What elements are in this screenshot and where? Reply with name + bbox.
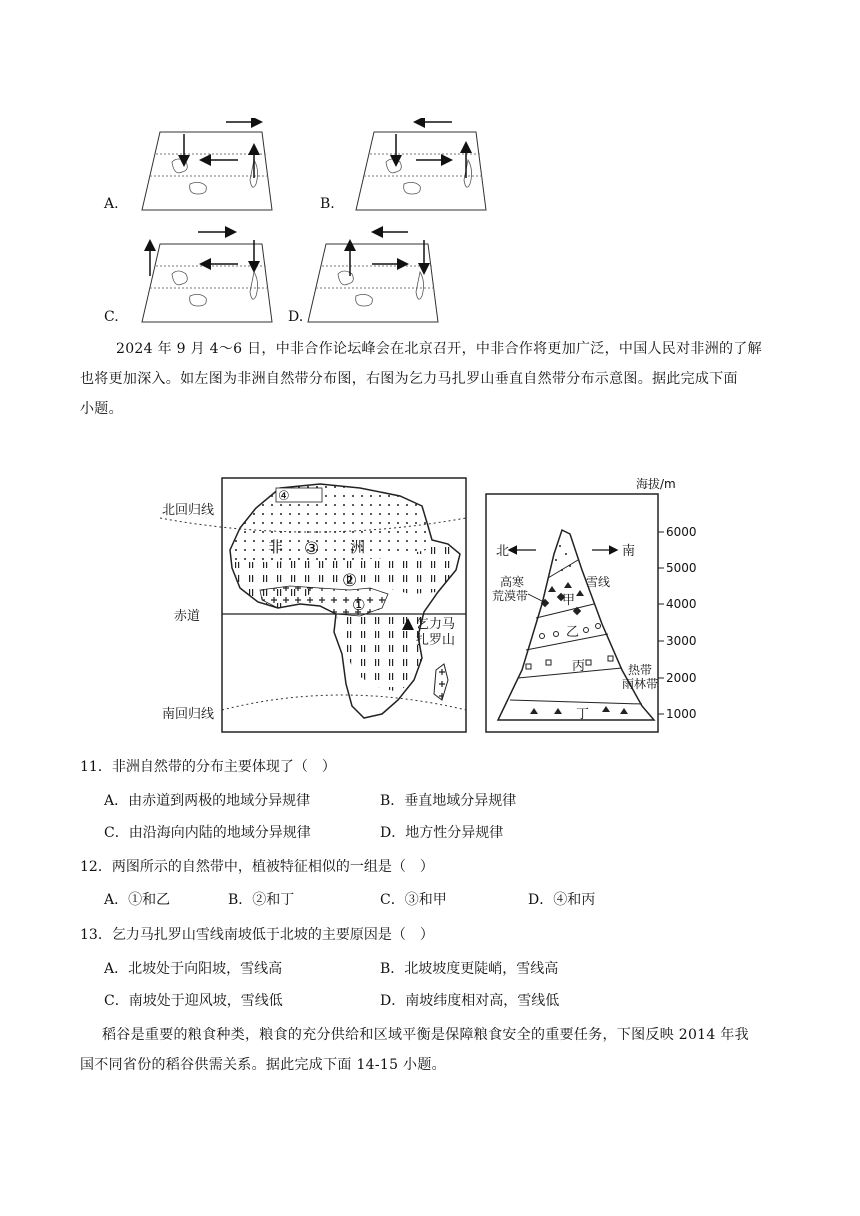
intro-1-line-3: 小题。: [80, 401, 123, 417]
map-a: [142, 122, 272, 210]
equator-label: 赤道: [174, 609, 201, 624]
north-label: 北: [496, 544, 510, 559]
tropic-south-label: 南回归线: [162, 707, 215, 722]
south-label: 南: [622, 544, 636, 559]
africa-zone-map: [160, 474, 470, 736]
question-13-option-a[interactable]: A．北坡处于向阳坡，雪线高: [104, 961, 283, 977]
kilimanjaro-label-1: 乞力马: [416, 617, 456, 632]
zone-ding-label: 丁: [576, 707, 590, 722]
question-13-option-b[interactable]: B．北坡坡度更陡峭，雪线高: [380, 961, 559, 977]
map-d: [308, 232, 438, 322]
option-d-label: D.: [288, 309, 304, 325]
tick-4000: 4000: [666, 597, 697, 611]
question-11-option-a[interactable]: A．由赤道到两极的地域分异规律: [104, 793, 311, 809]
question-11-option-c[interactable]: C．由沿海向内陆的地域分异规律: [104, 825, 311, 841]
option-b-label: B.: [320, 196, 335, 212]
question-13-stem: 13．乞力马扎罗山雪线南坡低于北坡的主要原因是（ ）: [80, 927, 434, 943]
question-11-option-b[interactable]: B．垂直地域分异规律: [380, 793, 517, 809]
wind-option-maps: [100, 118, 520, 330]
question-11-option-d[interactable]: D．地方性分异规律: [380, 825, 504, 841]
tick-1000: 1000: [666, 707, 697, 721]
question-12-option-d[interactable]: D．④和丙: [528, 892, 596, 908]
question-13-option-c[interactable]: C．南坡处于迎风坡，雪线低: [104, 993, 283, 1009]
kilimanjaro-label-2: 扎罗山: [416, 633, 456, 648]
zone-bing-label: 丙: [572, 659, 586, 674]
rainforest-label-1: 热带: [628, 663, 653, 677]
africa-name-zhou: 洲: [350, 538, 366, 556]
zone-2-marker: ②: [342, 571, 358, 591]
intro-2-line-1: 稻谷是重要的粮食种类，粮食的充分供给和区域平衡是保障粮食安全的重要任务，下图反映 2014 年我: [102, 1027, 749, 1043]
intro-2-line-2: 国不同省份的稻谷供需关系。据此完成下面 14-15 小题。: [80, 1057, 446, 1073]
tropic-north-label: 北回归线: [162, 503, 215, 518]
tick-3000: 3000: [666, 634, 697, 648]
question-11-stem: 11．非洲自然带的分布主要体现了（ ）: [80, 759, 336, 775]
africa-name-fei: 非: [268, 538, 284, 556]
question-12-option-a[interactable]: A．①和乙: [104, 892, 171, 908]
intro-1-line-2: 也将更加深入。如左图为非洲自然带分布图，右图为乞力马扎罗山垂直自然带分布示意图。据此完成下面: [80, 371, 738, 387]
tick-5000: 5000: [666, 561, 697, 575]
option-a-label: A.: [104, 196, 119, 212]
map-c: [142, 232, 272, 322]
altitude-axis-label: 海拔/m: [636, 477, 676, 491]
tick-6000: 6000: [666, 525, 697, 539]
zone-1-marker: ①: [352, 596, 366, 614]
question-13-option-d[interactable]: D．南坡纬度相对高，雪线低: [380, 993, 560, 1009]
question-12-option-c[interactable]: C．③和甲: [380, 892, 447, 908]
question-12-stem: 12．两图所示的自然带中，植被特征相似的一组是（ ）: [80, 859, 434, 875]
zone-jia-label: 甲: [562, 593, 576, 608]
alpine-desert-label-2: 荒漠带: [492, 589, 529, 603]
option-c-label: C.: [104, 309, 119, 325]
intro-paragraph-1: [80, 334, 800, 424]
kilimanjaro-zonation-diagram: [482, 474, 702, 736]
question-12-option-b[interactable]: B．②和丁: [228, 892, 295, 908]
snowline-label: 雪线: [586, 575, 611, 589]
rainforest-label-2: 雨林带: [622, 677, 659, 691]
altitude-ticks: [658, 525, 697, 721]
map-b: [356, 122, 486, 210]
tick-2000: 2000: [666, 671, 697, 685]
alpine-desert-label-1: 高寒: [500, 575, 525, 589]
zone-3-marker: ③: [304, 539, 320, 559]
intro-paragraph-2: [80, 1020, 800, 1080]
intro-1-line-1: 2024 年 9 月 4～6 日，中非合作论坛峰会在北京召开，中非合作将更加广泛，中国人民对非洲的了解: [116, 341, 762, 357]
zone-4-marker: ④: [278, 489, 290, 504]
zone-yi-label: 乙: [566, 625, 580, 640]
